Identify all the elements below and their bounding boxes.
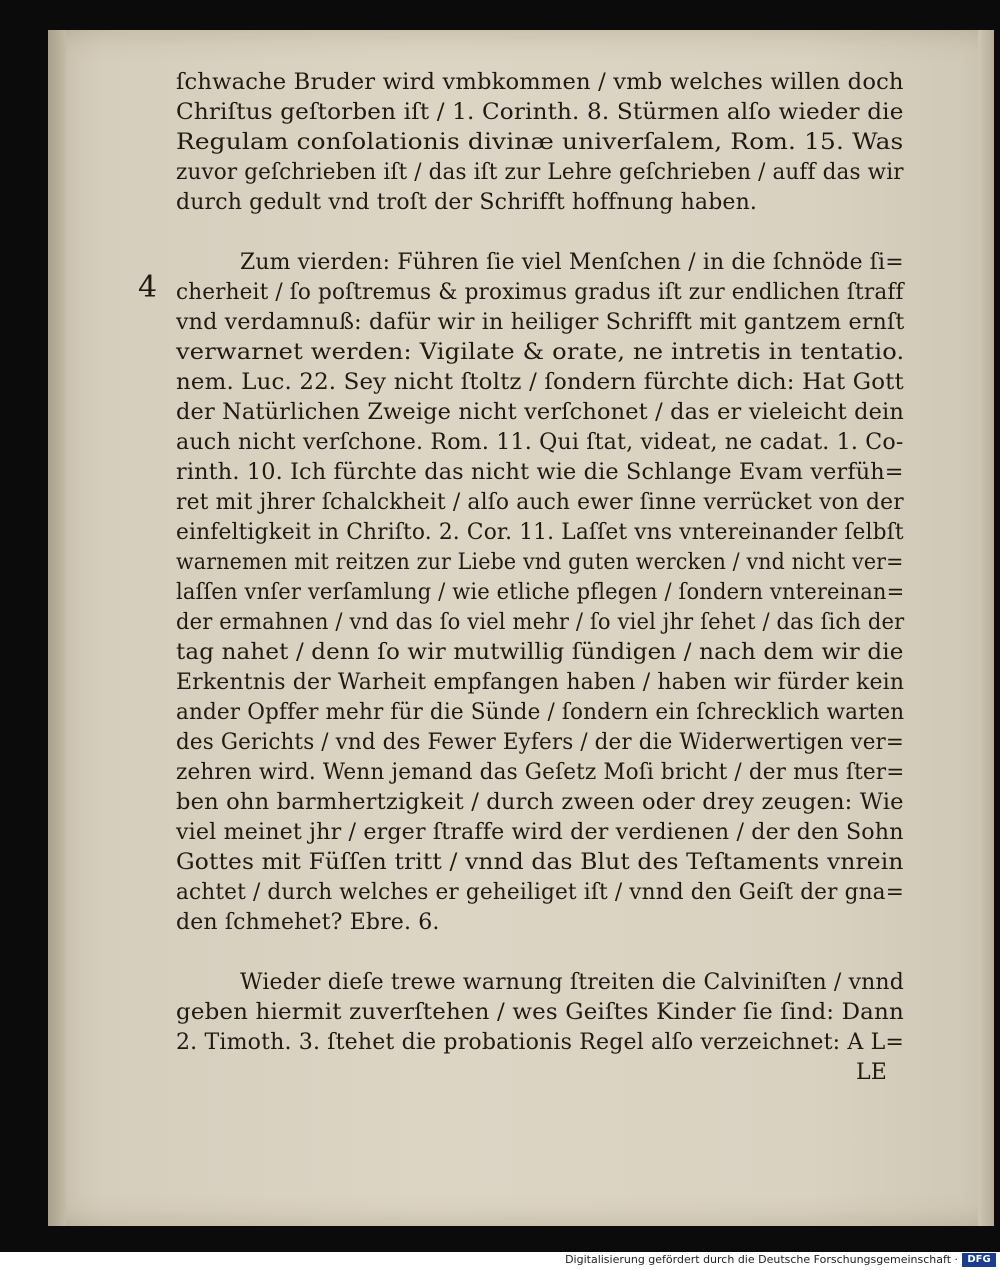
text-line: Zum vierden: Führen ſie viel Menſchen / in die ſchnöde ſi= <box>240 250 904 275</box>
catchword: LE <box>856 1060 887 1085</box>
text-line: cherheit / ſo poſtremus & proximus gradus iſt zur endlichen ſtraff <box>176 280 904 305</box>
text-line: des Gerichts / vnd des Fewer Eyfers / der die Widerwertigen ver= <box>176 730 905 755</box>
text-line: warnemen mit reitzen zur Liebe vnd guten wercken / vnd nicht ver= <box>176 550 904 575</box>
text-line: ſchwache Bruder wird vmbkommen / vmb welches willen doch <box>176 70 904 95</box>
text-line: einfeltigkeit in Chriſto. 2. Cor. 11. Laſſet vns vntereinander ſelbſt <box>176 520 904 545</box>
text-line: 2. Timoth. 3. ſtehet die probationis Regel alſo verzeichnet: A L= <box>176 1030 905 1055</box>
text-line: vnd verdamnuß: dafür wir in heiliger Schrifft mit gantzem ernſt <box>176 310 905 335</box>
margin-number: 4 <box>138 270 158 305</box>
text-line: ben ohn barmhertzigkeit / durch zween oder drey zeugen: Wie <box>176 790 904 815</box>
text-line: tag nahet / denn ſo wir mutwillig ſündigen / nach dem wir die <box>176 640 904 665</box>
text-line: Erkentnis der Warheit empfangen haben / haben wir fürder kein <box>176 670 905 695</box>
text-line: viel meinet jhr / erger ſtraffe wird der verdienen / der den Sohn <box>176 820 904 845</box>
text-line: zuvor geſchrieben iſt / das iſt zur Lehre geſchrieben / auff das wir <box>176 160 904 185</box>
page-right-edge <box>978 30 994 1226</box>
text-line: auch nicht verſchone. Rom. 11. Qui ſtat, videat, ne cadat. 1. Co- <box>176 430 904 455</box>
page-gutter-edge <box>48 30 66 1226</box>
text-line: den ſchmehet? Ebre. 6. <box>176 910 440 935</box>
footer-credit: Digitalisierung gefördert durch die Deutsche Forschungsgemeinschaft · <box>565 1253 958 1266</box>
text-line: Gottes mit Füſſen tritt / vnnd das Blut des Teſtaments vnrein <box>176 850 904 875</box>
text-line: der Natürlichen Zweige nicht verſchonet / das er vieleicht dein <box>176 400 905 425</box>
text-line: durch gedult vnd troſt der Schrifft hoffnung haben. <box>176 190 758 215</box>
text-line: achtet / durch welches er geheiliget iſt / vnnd den Geiſt der gna= <box>176 880 904 905</box>
text-line: Chriſtus geſtorben iſt / 1. Corinth. 8. Stürmen alſo wieder die <box>176 100 904 125</box>
text-line: ander Opffer mehr für die Sünde / ſondern ein ſchrecklich warten <box>176 700 905 725</box>
text-line: Wieder dieſe trewe warnung ſtreiten die Calviniſten / vnnd <box>240 970 904 995</box>
text-line: laſſen vnſer verſamlung / wie etliche pflegen / ſondern vntereinan= <box>176 580 905 605</box>
text-line: nem. Luc. 22. Sey nicht ſtoltz / ſondern fürchte dich: Hat Gott <box>176 370 904 395</box>
text-line: ret mit jhrer ſchalckheit / alſo auch ewer ſinne verrücket von der <box>176 490 904 515</box>
text-line: zehren wird. Wenn jemand das Geſetz Moſi bricht / der mus ſter= <box>176 760 905 785</box>
text-line: rinth. 10. Ich fürchte das nicht wie die Schlange Evam verfüh= <box>176 460 904 485</box>
text-line: geben hiermit zuverſtehen / wes Geiſtes Kinder ſie ſind: Dann <box>176 1000 904 1025</box>
text-line: verwarnet werden: Vigilate & orate, ne intretis in tentatio. <box>176 340 905 365</box>
dfg-logo: DFG <box>962 1253 996 1267</box>
text-line: der ermahnen / vnd das ſo viel mehr / ſo viel jhr ſehet / das ſich der <box>176 610 905 635</box>
text-line: Regulam conſolationis divinæ univerſalem, Rom. 15. Was <box>176 130 904 155</box>
